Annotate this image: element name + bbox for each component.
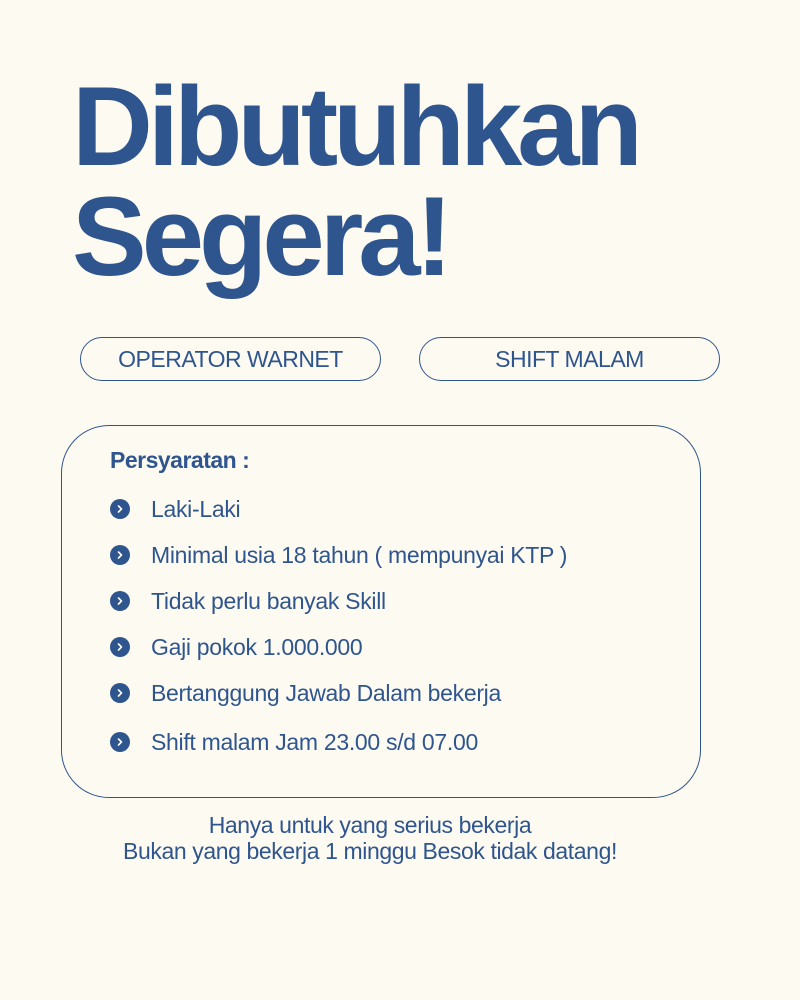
tag-label: OPERATOR WARNET bbox=[118, 345, 343, 372]
list-item bbox=[110, 727, 478, 757]
tag-shift-malam bbox=[419, 337, 720, 381]
list-item-text: Shift malam Jam 23.00 s/d 07.00 bbox=[151, 728, 478, 755]
list-item bbox=[110, 540, 567, 570]
chevron-right-circle-icon bbox=[110, 637, 130, 657]
list-item bbox=[110, 586, 386, 616]
headline-line-1: Dibutuhkan bbox=[72, 64, 638, 189]
tag-label: SHIFT MALAM bbox=[495, 345, 644, 372]
list-item bbox=[110, 678, 501, 708]
headline-line-2: Segera! bbox=[72, 174, 448, 299]
list-item-text: Bertanggung Jawab Dalam bekerja bbox=[151, 679, 501, 706]
footer-line-1: Hanya untuk yang serius bekerja bbox=[208, 812, 532, 838]
requirements-title: Persyaratan : bbox=[110, 447, 250, 473]
chevron-right-circle-icon bbox=[110, 499, 130, 519]
footer-note bbox=[0, 812, 740, 864]
list-item-text: Gaji pokok 1.000.000 bbox=[151, 633, 363, 660]
list-item-text: Tidak perlu banyak Skill bbox=[151, 587, 386, 614]
chevron-right-circle-icon bbox=[110, 683, 130, 703]
footer-line-2: Bukan yang bekerja 1 minggu Besok tidak datang! bbox=[123, 838, 617, 864]
chevron-right-circle-icon bbox=[110, 732, 130, 752]
list-item bbox=[110, 494, 240, 524]
list-item-text: Minimal usia 18 tahun ( mempunyai KTP ) bbox=[151, 541, 568, 568]
tag-operator-warnet bbox=[80, 337, 381, 381]
chevron-right-circle-icon bbox=[110, 545, 130, 565]
chevron-right-circle-icon bbox=[110, 591, 130, 611]
headline bbox=[72, 64, 638, 299]
list-item-text: Laki-Laki bbox=[151, 495, 241, 522]
list-item bbox=[110, 632, 362, 662]
